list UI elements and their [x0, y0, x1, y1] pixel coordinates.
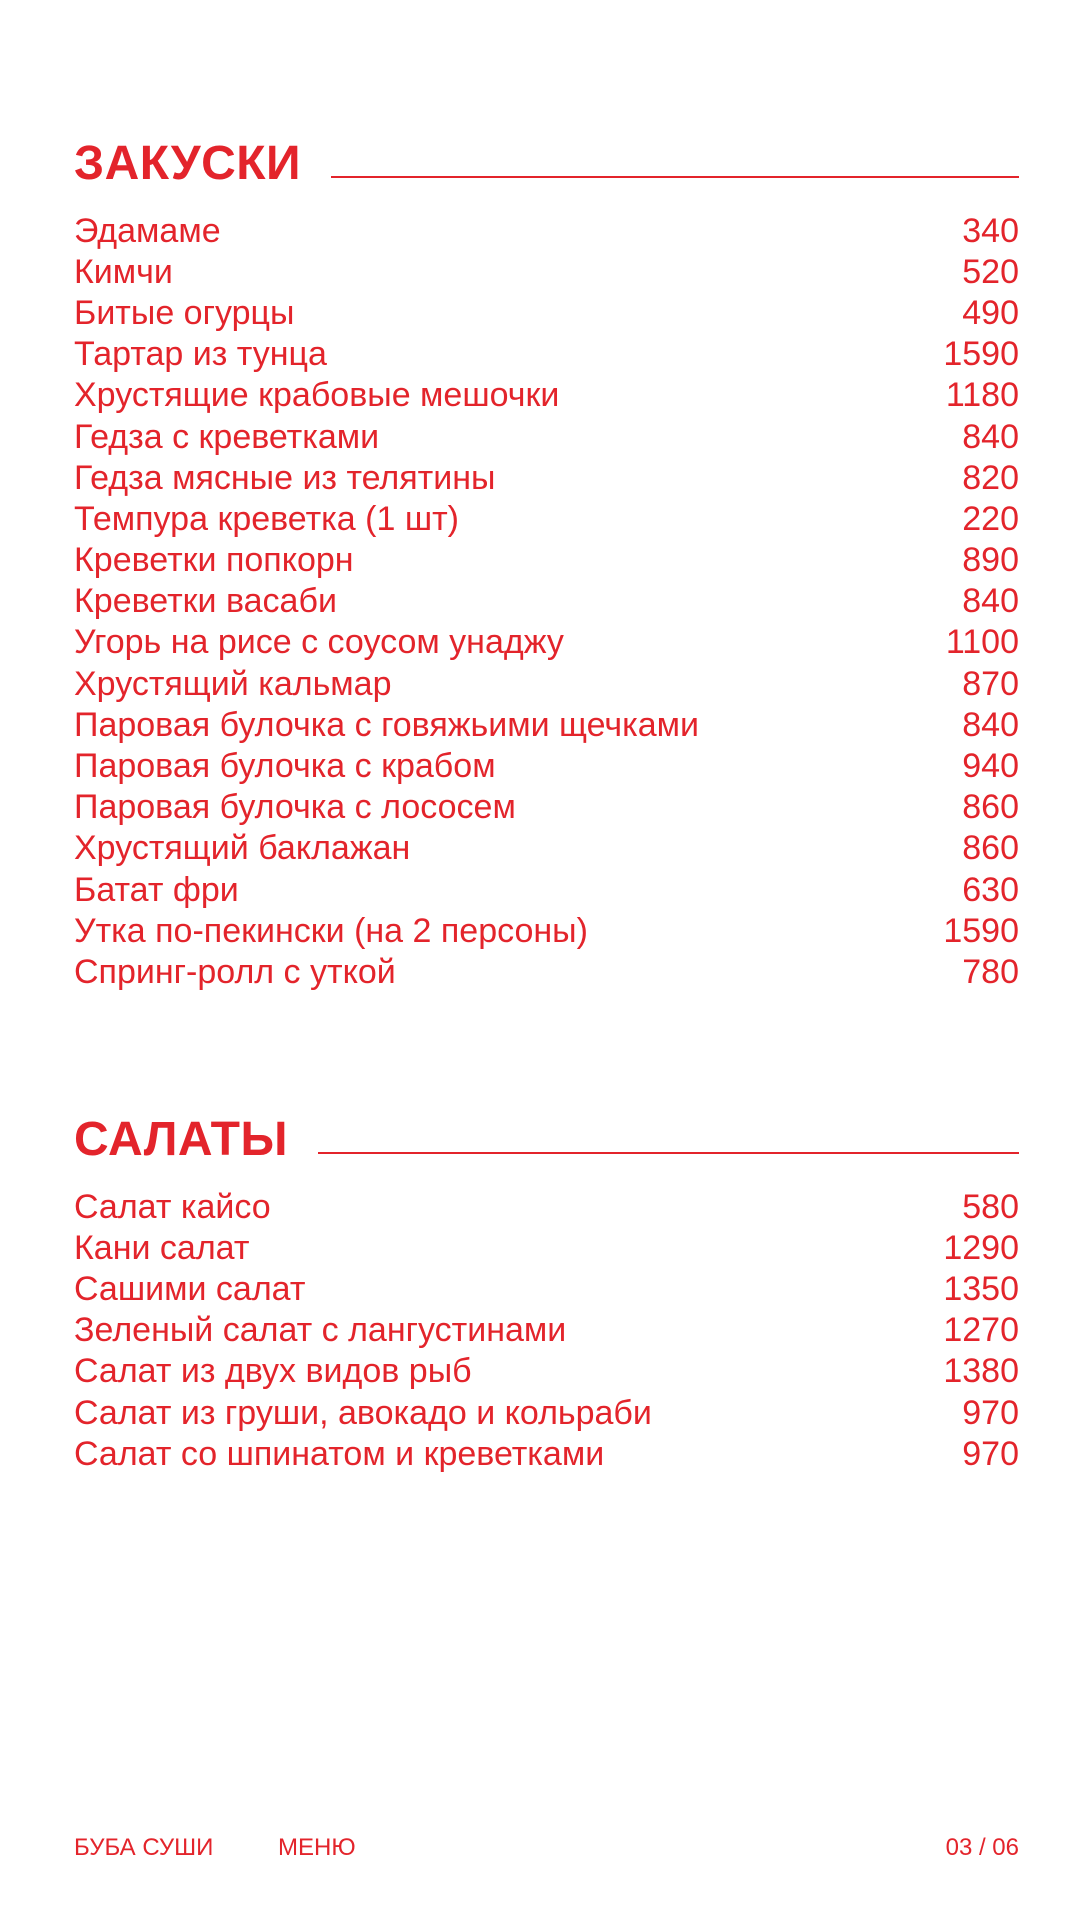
- menu-item-name: Зеленый салат с лангустинами: [74, 1311, 567, 1350]
- menu-item-name: Салат со шпинатом и креветками: [74, 1434, 605, 1473]
- menu-item-name: Паровая булочка с лососем: [74, 788, 516, 827]
- menu-item-name: Салат из груши, авокадо и кольраби: [74, 1393, 652, 1432]
- menu-item-price: 1270: [943, 1311, 1019, 1350]
- menu-item-name: Темпура креветка (1 шт): [74, 499, 459, 538]
- menu-item-price: 840: [962, 705, 1019, 744]
- menu-item-price: 1350: [943, 1269, 1019, 1308]
- menu-item: [74, 951, 1019, 992]
- menu-item: [74, 334, 1019, 375]
- footer-menu-label: МЕНЮ: [278, 1834, 356, 1861]
- menu-item: [74, 1268, 1019, 1309]
- menu-item-price: 970: [962, 1393, 1019, 1432]
- menu-item: [74, 210, 1019, 251]
- menu-item-name: Хрустящий кальмар: [74, 664, 392, 703]
- menu-item: [74, 745, 1019, 786]
- menu-item: [74, 622, 1019, 663]
- menu-item-name: Битые огурцы: [74, 293, 295, 332]
- menu-item-name: Угорь на рисе с соусом унаджу: [74, 623, 564, 662]
- menu-item-price: 890: [962, 541, 1019, 580]
- menu-item: [74, 1186, 1019, 1227]
- menu-item: [74, 1433, 1019, 1474]
- menu-item-name: Гедза мясные из телятины: [74, 458, 496, 497]
- menu-item: [74, 1392, 1019, 1433]
- menu-item-price: 1290: [943, 1228, 1019, 1267]
- menu-item-price: 490: [962, 293, 1019, 332]
- section-divider: [318, 1152, 1019, 1154]
- menu-item-name: Салат из двух видов рыб: [74, 1352, 472, 1391]
- page-footer: [74, 1833, 1019, 1863]
- menu-item-price: 840: [962, 417, 1019, 456]
- menu-item-price: 840: [962, 582, 1019, 621]
- menu-item-price: 1100: [945, 623, 1019, 662]
- menu-item-price: 1180: [945, 376, 1019, 415]
- menu-item-name: Паровая булочка с говяжьими щечками: [74, 705, 700, 744]
- menu-item-price: 520: [962, 252, 1019, 291]
- menu-item-price: 1380: [943, 1352, 1019, 1391]
- menu-item-name: Хрустящий баклажан: [74, 829, 411, 868]
- menu-item: [74, 1310, 1019, 1351]
- menu-item-name: Утка по-пекински (на 2 персоны): [74, 911, 588, 950]
- menu-item-name: Креветки васаби: [74, 582, 337, 621]
- menu-item-price: 820: [962, 458, 1019, 497]
- menu-item-name: Эдамаме: [74, 211, 221, 250]
- menu-item: [74, 457, 1019, 498]
- menu-item-price: 630: [962, 870, 1019, 909]
- menu-item-price: 220: [962, 499, 1019, 538]
- section-header: [74, 1104, 1019, 1164]
- page-number: 03 / 06: [945, 1834, 1019, 1861]
- menu-item: [74, 1351, 1019, 1392]
- menu-item-name: Кани салат: [74, 1228, 250, 1267]
- menu-item: [74, 540, 1019, 581]
- menu-item: [74, 787, 1019, 828]
- menu-item: [74, 663, 1019, 704]
- menu-item-name: Гедза с креветками: [74, 417, 380, 456]
- menu-item-name: Хрустящие крабовые мешочки: [74, 376, 560, 415]
- menu-item: [74, 1227, 1019, 1268]
- menu-item-name: Паровая булочка с крабом: [74, 747, 496, 786]
- menu-item-name: Креветки попкорн: [74, 541, 354, 580]
- menu-item: [74, 869, 1019, 910]
- menu-item-price: 1590: [943, 911, 1019, 950]
- menu-item: [74, 375, 1019, 416]
- menu-item-price: 580: [962, 1187, 1019, 1226]
- menu-item-name: Салат кайсо: [74, 1187, 271, 1226]
- section-title: ЗАКУСКИ: [74, 137, 302, 190]
- menu-item: [74, 704, 1019, 745]
- menu-item-name: Спринг-ролл с уткой: [74, 952, 396, 991]
- section-header: [74, 128, 1019, 188]
- menu-page: [74, 0, 1019, 1920]
- menu-item-name: Сашими салат: [74, 1269, 306, 1308]
- menu-item-price: 340: [962, 211, 1019, 250]
- menu-item: [74, 498, 1019, 539]
- menu-item-list: [74, 210, 1019, 993]
- footer-brand: БУБА СУШИ: [74, 1834, 214, 1861]
- section-divider: [331, 176, 1019, 178]
- menu-item-list: [74, 1186, 1019, 1474]
- menu-item-price: 970: [962, 1434, 1019, 1473]
- menu-item-price: 870: [962, 664, 1019, 703]
- menu-item: [74, 828, 1019, 869]
- menu-item-price: 860: [962, 788, 1019, 827]
- menu-item-name: Тартар из тунца: [74, 335, 327, 374]
- menu-item: [74, 416, 1019, 457]
- section-title: САЛАТЫ: [74, 1113, 288, 1166]
- menu-item: [74, 581, 1019, 622]
- menu-item-price: 1590: [943, 335, 1019, 374]
- menu-item-price: 940: [962, 747, 1019, 786]
- menu-item: [74, 910, 1019, 951]
- menu-item-price: 780: [962, 952, 1019, 991]
- menu-item: [74, 292, 1019, 333]
- menu-item-name: Кимчи: [74, 252, 173, 291]
- menu-item: [74, 251, 1019, 292]
- section-appetizers: [74, 128, 1019, 993]
- menu-item-price: 860: [962, 829, 1019, 868]
- menu-item-name: Батат фри: [74, 870, 239, 909]
- section-salads: [74, 1104, 1019, 1474]
